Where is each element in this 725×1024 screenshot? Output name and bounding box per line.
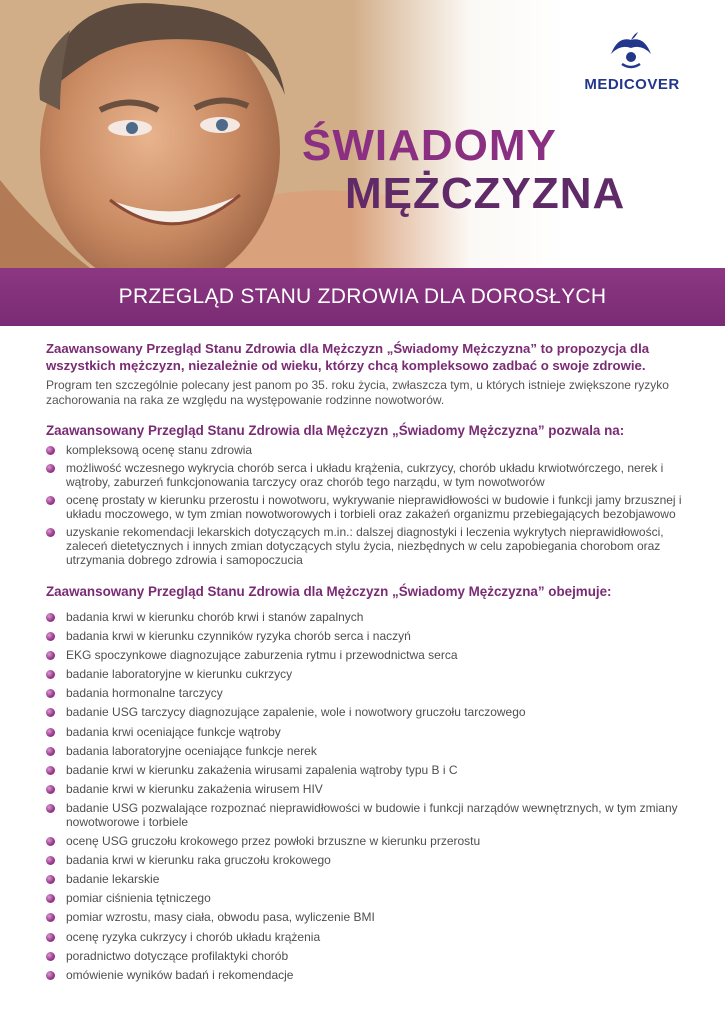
list-item bbox=[46, 763, 686, 777]
list-item bbox=[46, 686, 686, 700]
list-item-text: badanie USG tarczycy diagnozujące zapalenie, wole i nowotwory gruczołu tarczowego bbox=[66, 705, 526, 720]
list-item bbox=[46, 930, 686, 944]
section-band bbox=[0, 268, 725, 326]
list-item-text: badanie krwi w kierunku zakażenia wirusem HIV bbox=[66, 781, 323, 796]
includes-heading: Zaawansowany Przegląd Stanu Zdrowia dla Mężczyzn „Świadomy Mężczyzna” obejmuje: bbox=[46, 584, 612, 599]
bullet-icon bbox=[46, 837, 55, 846]
bullet-icon bbox=[46, 464, 55, 473]
list-item bbox=[46, 443, 686, 457]
list-item-text: badania krwi oceniające funkcje wątroby bbox=[66, 724, 281, 739]
benefits-section bbox=[46, 422, 686, 567]
list-item bbox=[46, 968, 686, 982]
list-item bbox=[46, 949, 686, 963]
list-item-text: poradnictwo dotyczące profilaktyki chorób bbox=[66, 948, 289, 963]
medicover-logo-icon bbox=[608, 30, 654, 70]
list-item bbox=[46, 725, 686, 739]
bullet-icon bbox=[46, 952, 55, 961]
list-item-text: badanie lekarskie bbox=[66, 872, 160, 887]
list-item bbox=[46, 493, 686, 521]
main-content bbox=[46, 340, 686, 987]
list-item bbox=[46, 648, 686, 662]
intro-text: Program ten szczególnie polecany jest panom po 35. roku życia, zwłaszcza tym, u których istnieje zwiększone ryzyko zachorowania na raka ze względu na występowanie rodzinne nowotworów. bbox=[46, 378, 669, 407]
bullet-icon bbox=[46, 496, 55, 505]
list-item bbox=[46, 853, 686, 867]
list-item-text: ocenę USG gruczołu krokowego przez powłoki brzuszne w kierunku przerostu bbox=[66, 834, 481, 849]
bullet-icon bbox=[46, 913, 55, 922]
list-item-text: ocenę prostaty w kierunku przerostu i nowotworu, wykrywanie nieprawidłowości w budowie i funkcji jamy brzusznej i układu moczowego, w tym zmian nowotworowych i torbieli oraz zakażeń organizmu przebiegających bezobjawowo bbox=[66, 493, 682, 521]
list-item-text: badanie USG pozwalające rozpoznać nieprawidłowości w budowie i funkcji narządów wewnętrznych, w tym zmiany nowotworowe i torbiele bbox=[66, 800, 678, 829]
bullet-icon bbox=[46, 875, 55, 884]
intro-lead: Zaawansowany Przegląd Stanu Zdrowia dla Mężczyzn „Świadomy Mężczyzna” to propozycja dla wszystkich mężczyzn, niezależnie od wieku, którzy chcą kompleksowo zadbać o swoje zdrowie. bbox=[46, 341, 650, 373]
list-item bbox=[46, 525, 686, 567]
list-item-text: omówienie wyników badań i rekomendacje bbox=[66, 967, 294, 982]
list-item bbox=[46, 910, 686, 924]
list-item-text: badanie krwi w kierunku zakażenia wirusami zapalenia wątroby typu B i C bbox=[66, 762, 458, 777]
bullet-icon bbox=[46, 446, 55, 455]
bullet-icon bbox=[46, 728, 55, 737]
includes-section bbox=[46, 583, 686, 982]
band-title: PRZEGLĄD STANU ZDROWIA DLA DOROSŁYCH bbox=[118, 285, 607, 308]
list-item-text: badania krwi w kierunku czynników ryzyka chorób serca i naczyń bbox=[66, 629, 411, 644]
title-line-1: ŚWIADOMY bbox=[302, 121, 557, 170]
bullet-icon bbox=[46, 933, 55, 942]
bullet-icon bbox=[46, 766, 55, 775]
bullet-icon bbox=[46, 613, 55, 622]
list-item-text: badania krwi w kierunku raka gruczołu krokowego bbox=[66, 853, 331, 868]
list-item-text: ocenę ryzyka cukrzycy i chorób układu krążenia bbox=[66, 929, 321, 944]
benefits-list bbox=[46, 443, 686, 567]
list-item-text: EKG spoczynkowe diagnozujące zaburzenia rytmu i przewodnictwa serca bbox=[66, 648, 458, 663]
list-item-text: uzyskanie rekomendacji lekarskich dotyczących m.in.: dalszej diagnostyki i leczenia wykrytych nieprawidłowości, zaleceń dietetycznych i innych zmian dotyczących stylu życia, niezbędnych w celu zapobiegania chorobom oraz utrzymania dobrego zdrowia i samopoczucia bbox=[66, 525, 664, 567]
list-item-text: badania hormonalne tarczycy bbox=[66, 686, 223, 701]
includes-list bbox=[46, 610, 686, 982]
bullet-icon bbox=[46, 528, 55, 537]
list-item bbox=[46, 629, 686, 643]
bullet-icon bbox=[46, 708, 55, 717]
list-item-text: pomiar ciśnienia tętniczego bbox=[66, 891, 211, 906]
list-item bbox=[46, 801, 686, 829]
bullet-icon bbox=[46, 856, 55, 865]
list-item-text: badania laboratoryjne oceniające funkcje nerek bbox=[66, 743, 317, 758]
list-item bbox=[46, 667, 686, 681]
list-item bbox=[46, 744, 686, 758]
list-item bbox=[46, 872, 686, 886]
bullet-icon bbox=[46, 651, 55, 660]
list-item bbox=[46, 610, 686, 624]
bullet-icon bbox=[46, 971, 55, 980]
bullet-icon bbox=[46, 804, 55, 813]
bullet-icon bbox=[46, 689, 55, 698]
list-item-text: pomiar wzrostu, masy ciała, obwodu pasa, wyliczenie BMI bbox=[66, 910, 375, 925]
bullet-icon bbox=[46, 894, 55, 903]
bullet-icon bbox=[46, 785, 55, 794]
list-item-text: badania krwi w kierunku chorób krwi i stanów zapalnych bbox=[66, 610, 364, 624]
benefits-heading: Zaawansowany Przegląd Stanu Zdrowia dla Mężczyzn „Świadomy Mężczyzna” pozwala na: bbox=[46, 423, 625, 438]
list-item-text: badanie laboratoryjne w kierunku cukrzycy bbox=[66, 667, 293, 682]
hero-banner bbox=[0, 0, 725, 268]
list-item-text: kompleksową ocenę stanu zdrowia bbox=[66, 443, 253, 457]
list-item bbox=[46, 782, 686, 796]
bullet-icon bbox=[46, 632, 55, 641]
bullet-icon bbox=[46, 670, 55, 679]
list-item-text: możliwość wczesnego wykrycia chorób serca i układu krążenia, cukrzycy, chorób układu krwiotwórczego, nerek i wątroby, zaburzeń funkcjonowania tarczycy oraz chorób tego narządu, w tym nowotworów bbox=[66, 461, 664, 489]
list-item bbox=[46, 461, 686, 489]
list-item bbox=[46, 891, 686, 905]
list-item bbox=[46, 834, 686, 848]
title-line-2: MĘŻCZYZNA bbox=[345, 169, 626, 218]
bullet-icon bbox=[46, 747, 55, 756]
medicover-logo bbox=[570, 30, 694, 100]
list-item bbox=[46, 705, 686, 719]
medicover-logo-text: MEDICOVER bbox=[584, 76, 680, 93]
